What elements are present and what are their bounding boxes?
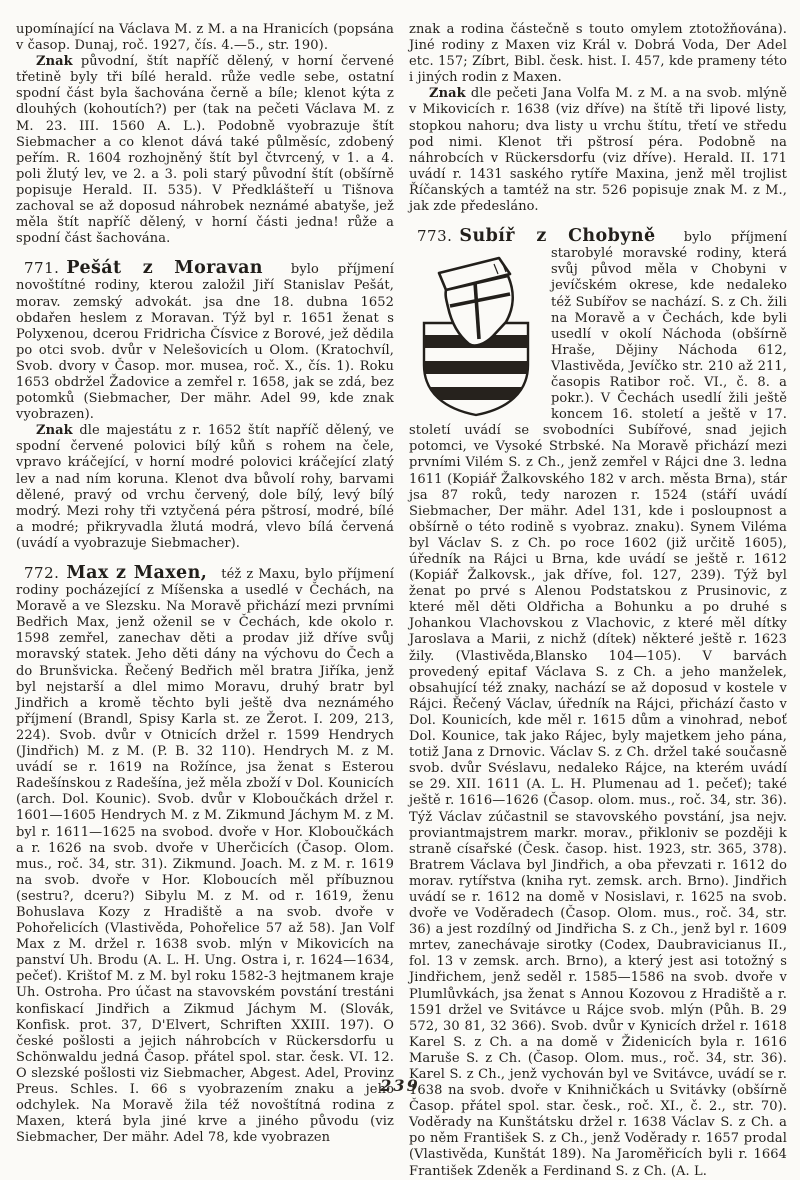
znak-lead-word: Znak [36, 54, 73, 70]
entry-name: Max z Maxen, [66, 563, 208, 583]
body-text: moravské rodiny, která svůj původ měla v Chobyni v jevíčském okrese, kde nedaleko též Subířov se nachází. S. z Ch. žili na Moravě a v Čechách, kde byli usedlí v okolí Náchoda (obšírně Hraše, Dějiny Náchoda 612, Vlastivěda, Jevíčko str. 210 až 211, časopis Ratibor roč. VI., č. 8. a pokr.). V Čechách usedlí žili ještě koncem 16. století a ještě v 17. století uvádí se svobodníci Subířové, snad jejich potomci, ve Vysoké Strbské. Na Moravě přichází mezi prvními Vilém S. z Ch., jenž zemřel v Rájci dne 3. ledna 1611 (Kopiář Žalkovského 182 v arch. města Brna), stár jsa 87 roků, tedy narozen r. 1524 (stáří uvádí Siebmacher, Der mähr. Adel 131, kde i posloupnost a obšírně o této rodině s vyobraz. znaku). Synem Viléma byl Václav S. z Ch. po roce 1602 (již určitě 1605), úředník na Rájci u Brna, kde uvádí se ještě r. 1612 (Kopiář Žalkovsk., jak dříve, fol. 127, 239). Týž byl ženat po prvé s Alenou Podstatskou z Prusinovic, z které měl děti Oldřicha a Bohunku a po druhé s Johankou Vlachovskou z Vlachovic, z které měl dítky Jaroslava a Marii, z nichž (dítek) některé ještě r. 1623 žily. (Vlastivěda,Blansko 104—105). V barvách provedený epitaf Václava S. z Ch. a jeho manželek, obsahující též znaky, nachází se až doposud v kostele v Rájci. Řečený Václav, úředník na Rájci, přichází často v Dol. Kounicích, kde měl r. 1615 dům a vinohrad, neboť Dol. Kounice, tak jako Rájec, byly majetkem jeho pána, totiž Jana z Drnovic. Václav S. z Ch. držel také současně svob. dvůr Svéslavu, nedaleko Rájce, na kterém uvádí se 29. XII. 1611 (A. L. H. Plumenau ad 1. pečeť); také ještě r. 1616—1626 (Časop. olom. mus., roč. 34, str. 36). Týž Václav zúčastnil se stavovského povstání, jsa nejv. proviantmajstrem markr. morav., přikloniv se později k straně císařské (Česk. časop. hist. 1923, str. 365, 378). Bratrem Václava byl Jindřich, a oba převzati r. 1612 do morav. rytířstva (kniha ryt. zemsk. arch. Brno). Jindřich uvádí se r. 1612 na domě v Nosislavi, r. 1625 na svob. dvoře ve Voděradech (Časop. Olom. mus., roč. 34, str. 36) a jest rozdílný od Jindřicha S. z Ch., jenž byl r. 1609 mrtev, zanechávaje sirotky (Codex, Daubravicianus II., fol. 13 v zemsk. arch. Brno), a který jest asi totožný s Jindřichem, jenž seděl r. 1585—1586 na svob. dvoře v Plumlůvkách, jsa ženat s Annou Kozovou z Hradiště a r. 1591 držel ve Svitávce u Rájce svob. mlýn (Půh. B. 29 572, 30 81, 32 366). Svob. dvůr v Kynicích držel r. 1618 Karel S. z Ch. a na domě v Židenicích byla r. 1616 Maruše S. z Ch. (Časop. Olom. mus., roč. 34, str. 36). Karel S. z Ch., jenž vychován byl ve Svitávce, uvádí se r. 1638 na svob. dvoře v Knihničkách u Svitávky (obšírně Časop. přátel spol. star. česk., roč. XI., č. 2., str. 70). Voděrady na Kunštátsku držel r. 1638 Václav S. z Ch. a po něm František S. z Ch., jenž Voděrady r. 1657 prodal (Vlastivěda, Kunštát 189). Na Jaroměřicích byli r. 1664 František Zdeněk a Ferdinand S. z Ch. (A. L. [409, 246, 787, 1179]
entry-771 [16, 260, 394, 423]
left-column [16, 22, 394, 1180]
entry-number: 772. [24, 564, 60, 582]
paragraph-znak-3 [409, 86, 787, 215]
znak-lead-word: Znak [36, 423, 73, 439]
text-columns [16, 22, 788, 1180]
right-column [409, 22, 787, 1180]
paragraph-znak-2 [16, 423, 394, 552]
body-text: též z Maxu, bylo příjmení rodiny pocházející z Míšenska a usedlé v Čechách, na Moravě a ve Slezsku. Na Moravě přichází mezi prvními Bedřich Max, jenž oženil se v Čechách, kde okolo r. 1598 zemřel, zanechav děti a prodav již dříve svůj moravský statek. Jeho děti dány na výchovu do Čech a do Brunšvicka. Řečený Bedřich měl bratra Jiříka, jenž byl nejstarší a dlel mimo Moravu, druhý bratr byl Jindřich a kromě těchto byli ještě dva neznámého příjmení (Brandl, Spisy Karla st. ze Žerot. I. 209, 213, 224). Svob. dvůr v Otnicích držel r. 1599 Hendrych (Jindřich) M. z M. (P. B. 32 110). Hendrych M. z M. uvádí se r. 1619 na Rožínce, jsa ženat s Esterou Radešínskou z Radešína, jež měla zboží v Dol. Kounicích (arch. Dol. Kounic). Svob. dvůr v Kloboučkách držel r. 1601—1605 Hendrych M. z M. Zikmund Jáchym M. z M. byl r. 1611—1625 na svobod. dvoře v Hor. Kloboučkách a r. 1626 na svob. dvoře v Uherčicích (Časop. Olom. mus., roč. 34, str. 31). Zikmund. Joach. M. z M. r. 1619 na svob. dvoře v Hor. Kloboucích měl příbuznou (sestru?, dceru?) Sibylu M. z M. od r. 1619, ženu Bohuslava Kozy z Hradiště a na svob. dvoře v Pohořelicích (Vlastivěda, Pohořelice 57 až 58). Jan Volf Max z M. držel r. 1638 svob. mlýn v Mikovicích na panství Uh. Brodu (A. L. H. Ung. Ostra i, r. 1624—1634, pečeť). Krištof M. z M. byl roku 1582-3 hejtmanem kraje Uh. Ostroha. Pro účast na stavovském povstání trestáni konfiskací Jindřich a Zikmud Jáchym M. (Slovák, Konfisk. prot. 37, D'Elvert, Schriften XXIII. 197). O české pošlosti a jejich náhrobcích v Rückersdorfu u Schönwaldu jedná Časop. přátel spol. star. česk. VI. 12. O slezské pošlosti viz Siebmacher, Abgest. Adel, Provinz Preus. Schles. I. 66 s vyobrazením znaku a jeho odchylek. Na Moravě žila též novoštítná rodina z Maxen, která byla jiné krve a jiného původu (viz Siebmacher, Der mähr. Adel 78, kde vyobrazen [16, 567, 395, 1146]
paragraph-continuation [16, 22, 394, 54]
entry-name: Subíř z Chobyně [459, 226, 656, 247]
body-text: dle pečeti Jana Volfa M. z M. a na svob. mlýně v Mikovicích r. 1638 (viz dříve) na štítě tři lipové listy, stopkou nahoru; dva listy u vrchu štítu, třetí ve středu pod nimi. Klenot tři pštrosí péra. Podobně na náhrobcích v Rückersdorfu (viz dříve). Herald. II. 171 uvádí r. 1431 saského rytíře Maxina, jenž měl trojlist Říčanských a tamtéž na str. 526 popisuje znak M. z M., jak zde předesláno. [409, 86, 788, 215]
znak-lead-word: Znak [429, 86, 466, 102]
body-text: bylo příjmení starobylé [551, 230, 787, 262]
body-text: znak a rodina částečně s touto omylem ztotožňována). Jiné rodiny z Maxen viz Král v. Dobrá Voda, Der Adel etc. 157; Zíbrt, Bibl. česk. hist. I. 457, kde prameny této i jiných rodin z Maxen. [409, 22, 787, 86]
entry-773 [409, 228, 787, 1180]
body-text: bylo příjmení novoštítné rodiny, kterou založil Jiří Stanislav Pešát, morav. zemský advokát. jsa dne 18. dubna 1652 obdařen heslem z Moravan. Týž byl r. 1651 ženat s Polyxenou, dcerou Fridricha Čísvice z Borové, jež dědila po otci svob. dvůr v Nelešovicích u Olom. (Kratochvíl, Svob. dvory v Časop. mor. musea, roč. X., čís. 1). Roku 1653 obdržel Žadovice a zemřel r. 1658, jak se zdá, bez potomků (Siebmacher, Der mähr. Adel 99, kde znak vyobrazen). [16, 262, 394, 423]
entry-number: 771. [24, 259, 60, 278]
entry-772 [16, 565, 394, 1146]
body-text: původní, štít napříč dělený, v horní červené třetině byly tři bílé herald. růže vedle sebe, ostatní spodní část byla šachována černě a bíle; klenot kýta z dlouhých (kohoutích?) per (tak na pečeti Václava M. z M. 23. III. 1560 A. L.). Podobně vyobrazuje štít Siebmacher a co klenot dává také půlměsíc, zdobený peřím. R. 1604 rozhojněný štít byl čtvrcený, v 1. a 4. poli žlutý lev, ve 2. a 3. poli starý původní štít (obšírně popisuje Herald. II. 535). V Předklášteří u Tišnova zachoval se až doposud náhrobek neznámé abatyše, jež měla štít napříč dělený, v horní části jedna! růže a spodní část šachována. [16, 54, 394, 247]
body-text: dle majestátu z r. 1652 štít napříč dělený, ve spodní červené polovici bílý kůň s rohem na čele, vpravo kráčející, v horní modré polovici kráčející zlatý lev a nad ním koruna. Klenot dva bůvolí rohy, barvami dělené, pravý od vrchu červený, dole bílý, levý bílý modrý. Mezi rohy tři vztyčená péra pštrosí, modré, bílé a modré; přikryvadla žlutá modrá, vlevo bílá červená (uvádí a vyobrazuje Siebmacher). [16, 423, 394, 551]
paragraph-continuation [409, 22, 787, 86]
body-text: upomínající na Václava M. z M. a na Hranicích (popsána v časop. Dunaj, roč. 1927, čís. 4.—5., str. 190). [16, 22, 394, 54]
entry-name: Pešát z Moravan [66, 258, 263, 279]
paragraph-znak-1 [16, 54, 394, 247]
page-number: 239 [380, 1076, 420, 1095]
great-helm-over-shield-icon [409, 249, 541, 417]
entry-number: 773. [417, 227, 453, 246]
